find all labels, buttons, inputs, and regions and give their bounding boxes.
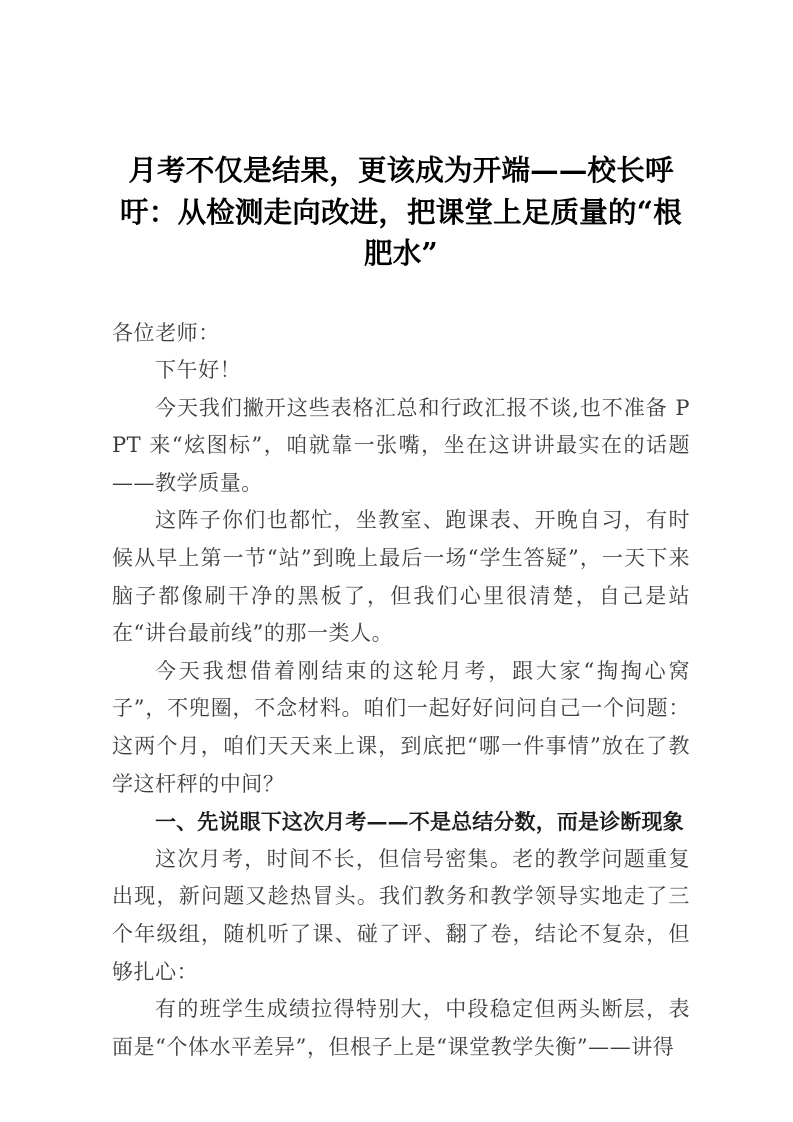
paragraph-opening: 今天我们撇开这些表格汇总和行政汇报不谈,也不准备 PPT 来“炫图标”，咱就靠一张嘴，坐在这讲讲最实在的话题——教学质量。 [112,395,690,495]
paragraph-section-one-body: 这次月考，时间不长，但信号密集。老的教学问题重复出现，新问题又趁热冒头。我们教务和教学领导实地走了三个年级组，随机听了课、碰了评、翻了卷，结论不复杂，但够扎心： [112,846,690,984]
paragraph-teachers-busy: 这阵子你们也都忙，坐教室、跑课表、开晚自习，有时候从早上第一节“站”到晚上最后一场“学生答疑”，一天下来脑子都像刷干净的黑板了，但我们心里很清楚，自己是站在“讲台最前线”的那一类人。 [112,508,690,646]
paragraph-heart-to-heart: 今天我想借着刚结束的这轮月考，跟大家“掏掏心窝子”，不兜圈，不念材料。咱们一起好好问问自己一个问题：这两个月，咱们天天来上课，到底把“哪一件事情”放在了教学这杆秤的中间？ [112,658,690,796]
paragraph-salutation: 各位老师： [112,320,220,345]
heading-section-one: 一、先说眼下这次月考——不是总结分数，而是诊断现象 [155,809,684,835]
document-body [112,315,690,1067]
paragraph-greeting: 下午好！ [155,358,242,383]
paragraph-finding-one: 有的班学生成绩拉得特别大，中段稳定但两头断层，表面是“个体水平差异”，但根子上是“课堂教学失衡”——讲得 [112,997,690,1059]
document-title: 月考不仅是结果，更该成为开端——校长呼吁：从检测走向改进，把课堂上足质量的“根肥水” [120,153,682,270]
